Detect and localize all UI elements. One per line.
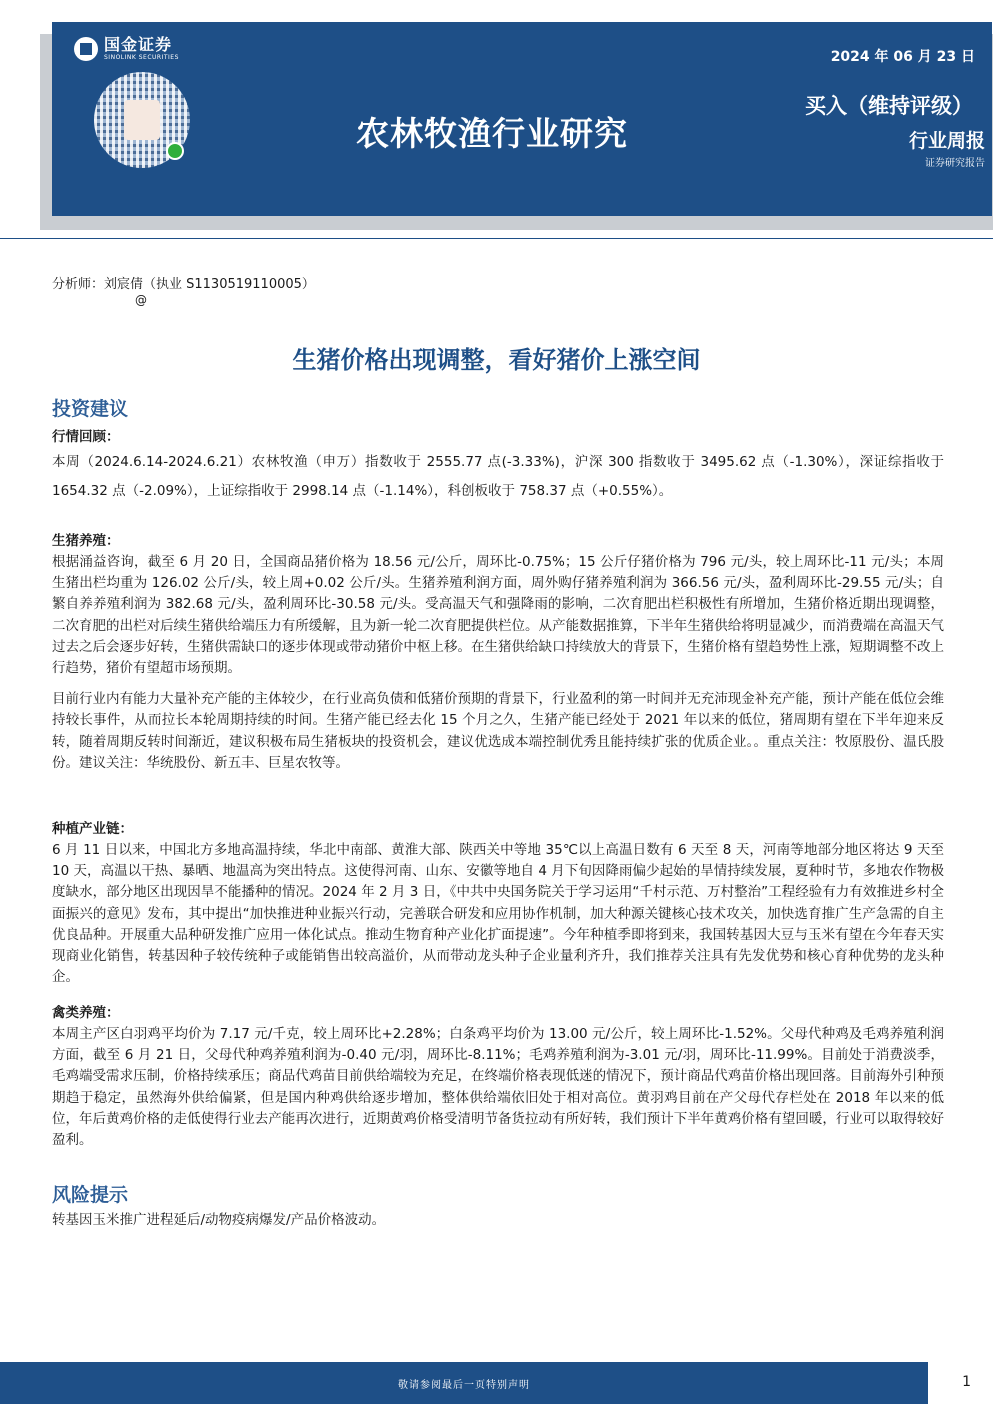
report-date: 2024 年 06 月 23 日 <box>830 49 975 65</box>
block-poultry <box>52 1002 944 1151</box>
main-title: 生猪价格出现调整，看好猪价上涨空间 <box>292 346 701 374</box>
paragraph-pig-2: 目前行业内有能力大量补充产能的主体较少，在行业高负债和低猪价预期的背景下，行业盈利的第一时间并无充沛现金补充产能，预计产能在低位会维持较长事件，从而拉长本轮周期持续的时间。生猪产能已经去化 15 个月之久，生猪产能已经处于 2021 年以来的低位，猪周期有望在下半年迎来反转，随着周期反转时间渐近，建议积极布局生猪板块的投资机会，建议优选成本端控制优秀且能持续扩张的优质企业。。重点关注：牧原股份、温氏股份。建议关注：华统股份、新五丰、巨星农牧等。 <box>52 691 944 771</box>
paragraph-review: 本周（2024.6.14-2024.6.21）农林牧渔（申万）指数收于 2555.77 点(-3.33%)，沪深 300 指数收于 3495.62 点（-1.30%），深证综指收于 1654.32 点（-2.09%），上证综指收于 2998.14 点（-1.14%），科创板收于 758.37 点（+0.55%）。 <box>52 454 944 499</box>
subheading-crop: 种植产业链： <box>52 821 133 837</box>
subheading-poultry: 禽类养殖： <box>52 1005 120 1021</box>
industry-title: 农林牧渔行业研究 <box>356 114 628 153</box>
brand-logo-icon <box>74 37 98 61</box>
mini-program-icon <box>166 142 184 160</box>
page-number: 1 <box>962 1374 971 1390</box>
subheading-pig: 生猪养殖： <box>52 533 120 549</box>
footer-disclaimer: 敬请参阅最后一页特别声明 <box>398 1380 530 1391</box>
qr-code-icon <box>94 72 190 168</box>
paragraph-pig-1: 根据涌益咨询，截至 6 月 20 日，全国商品猪价格为 18.56 元/公斤，周环比-0.75%；15 公斤仔猪价格为 796 元/头，较上周环比-11 元/头；本周生猪出栏均重为 126.02 公斤/头，较上周+0.02 公斤/头。生猪养殖利润方面，周外购仔猪养殖利润为 366.56 元/头，盈利周环比-29.55 元/头；自繁自养养殖利润为 382.68 元/头，盈利周环比-30.58 元/头。受高温天气和强降雨的影响，二次育肥出栏积极性有所增加，生猪价格近期出现调整，二次育肥的出栏对后续生猪供给端压力有所缓解，且为新一轮二次育肥提供栏位。从产能数据推算，下半年生猪供给将明显减少，而消费端在高温天气过去之后会逐步好转，生猪供需缺口的逐步体现或带动猪价中枢上移。在生猪供给缺口持续放大的背景下，生猪价格有望趋势性上涨，短期调整不改上行趋势，猪价有望超市场预期。 <box>52 554 944 677</box>
brand-name-en: SINOLINK SECURITIES <box>104 54 179 61</box>
analyst-email: @ <box>135 293 147 307</box>
brand-name-cn: 国金证券 <box>104 35 173 54</box>
subheading-review: 行情回顾： <box>52 429 120 445</box>
section-title-risk: 风险提示 <box>52 1184 129 1206</box>
block-review <box>52 426 944 506</box>
paragraph-crop: 6 月 11 日以来，中国北方多地高温持续，华北中南部、黄淮大部、陕西关中等地 35℃以上高温日数有 6 天至 8 天，河南等地部分地区将达 9 天至 10 天，高温以干热、暴晒、地温高为突出特点。这使得河南、山东、安徽等地自 4 月下旬因降雨偏少起始的旱情持续发展，夏种时节，多地农作物极度缺水，部分地区出现因旱不能播种的情况。2024 年 2 月 3 日，《中共中央国务院关于学习运用“千村示范、万村整治”工程经验有力有效推进乡村全面振兴的意见》发布，其中提出“加快推进种业振兴行动，完善联合研发和应用协作机制，加大种源关键核心技术攻关，加快选育推广生产急需的自主优良品种。开展重大品种研发推广应用一体化试点。推动生物育种产业化扩面提速”。今年种植季即将到来，我国转基因大豆与玉米有望在今年春天实现商业化销售，转基因种子较传统种子或能销售出较高溢价，从而带动龙头种子企业量利齐升，我们推荐关注具有先发优势和核心育种优势的龙头种企。 <box>52 842 944 986</box>
block-pig <box>52 530 944 774</box>
rating: 买入（维持评级） <box>805 94 973 118</box>
report-type: 行业周报 <box>908 130 985 152</box>
report-subtitle: 证券研究报告 <box>925 158 985 169</box>
paragraph-risk: 转基因玉米推广进程延后/动物疫病爆发/产品价格波动。 <box>52 1212 386 1228</box>
block-risk <box>52 1210 944 1231</box>
block-crop <box>52 818 944 988</box>
analyst-info: 分析师：刘宸倩（执业 S1130519110005） <box>52 277 315 292</box>
header-divider <box>0 238 993 239</box>
brand-logo <box>74 36 179 62</box>
section-title-advice: 投资建议 <box>52 398 129 420</box>
footer-bar <box>0 1362 928 1404</box>
paragraph-poultry: 本周主产区白羽鸡平均价为 7.17 元/千克，较上周环比+2.28%；白条鸡平均价为 13.00 元/公斤，较上周环比-1.52%。父母代种鸡及毛鸡养殖利润方面，截至 6 月 21 日，父母代种鸡养殖利润为-0.40 元/羽，周环比-8.11%；毛鸡养殖利润为-3.01 元/羽，周环比-11.99%。目前处于消费淡季，毛鸡端受需求压制，价格持续承压；商品代鸡苗目前供给端较为充足，在终端价格表现低迷的情况下，预计商品代鸡苗价格出现回落。目前海外引种预期趋于稳定，虽然海外供给偏紧，但是国内种鸡供给逐步增加，整体供给端依旧处于相对高位。黄羽鸡目前在产父母代存栏处在 2018 年以来的低位，年后黄鸡价格的走低使得行业去产能再次进行，近期黄鸡价格受清明节备货拉动有所好转，我们预计下半年黄鸡价格有望回暖，行业可以取得较好盈利。 <box>52 1026 944 1149</box>
